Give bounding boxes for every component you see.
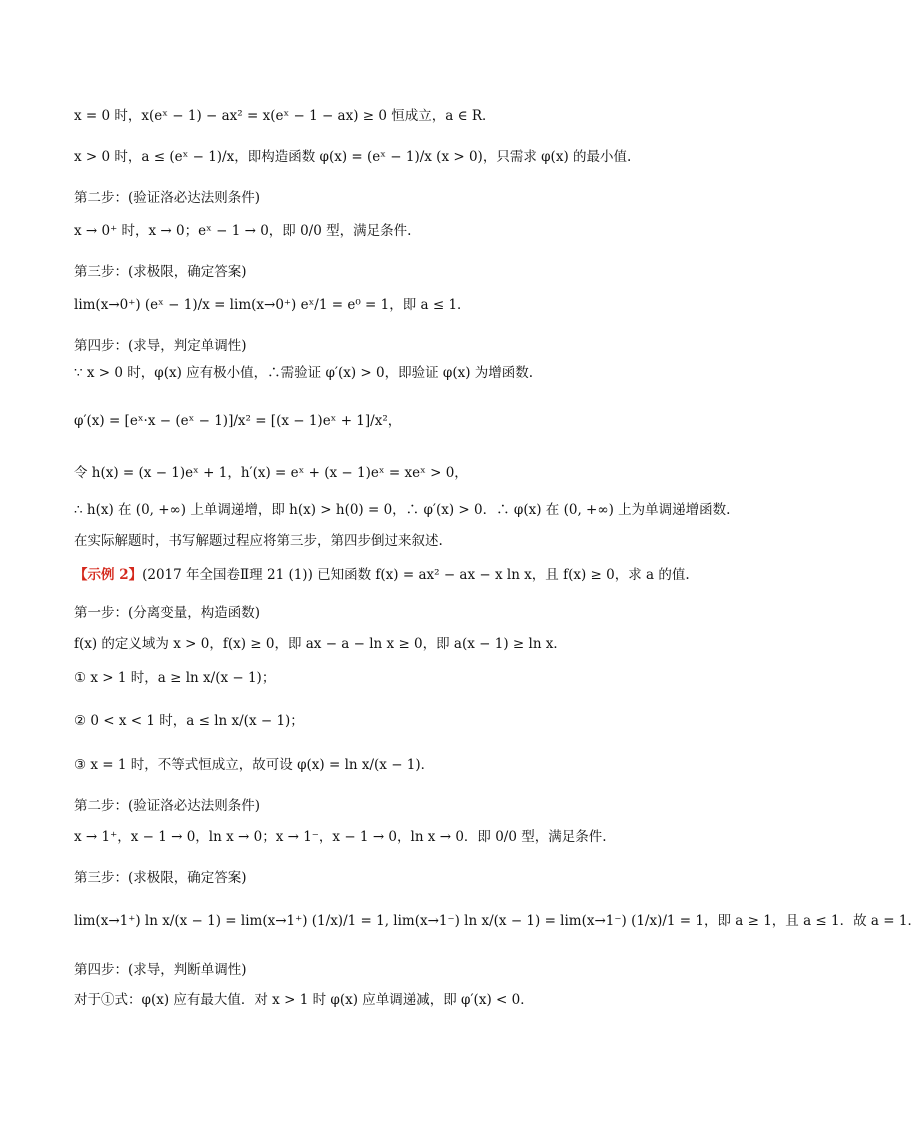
example-2-text: (2017 年全国卷Ⅱ理 21 (1)) 已知函数 f(x) = ax² − ax − x ln x，且 f(x) ≥ 0，求 a 的值. — [142, 567, 690, 583]
text-line: x > 0 时，a ≤ (eˣ − 1)/x，即构造函数 φ(x) = (eˣ − 1)/x (x > 0)，只需求 φ(x) 的最小值. — [74, 149, 632, 165]
example-2-label: 【示例 2】 — [74, 567, 143, 583]
step-heading: 第四步：(求导，判断单调性) — [74, 962, 247, 978]
step-heading: 第三步：(求极限，确定答案) — [74, 264, 247, 280]
step-heading: 第三步：(求极限，确定答案) — [74, 870, 247, 886]
text-line: φ′(x) = [eˣ·x − (eˣ − 1)]/x² = [(x − 1)eˣ + 1]/x²， — [74, 413, 402, 429]
text-line: x → 1⁺，x − 1 → 0，ln x → 0；x → 1⁻，x − 1 → 0，ln x → 0．即 0/0 型，满足条件. — [74, 829, 607, 845]
case-line: ① x > 1 时，a ≥ ln x/(x − 1)； — [74, 670, 276, 686]
text-line: f(x) 的定义域为 x > 0，f(x) ≥ 0，即 ax − a − ln x ≥ 0，即 a(x − 1) ≥ ln x． — [74, 636, 567, 652]
step-heading: 第二步：(验证洛必达法则条件) — [74, 798, 261, 814]
case-line: ③ x = 1 时，不等式恒成立，故可设 φ(x) = ln x/(x − 1)． — [74, 757, 435, 773]
text-line: 令 h(x) = (x − 1)eˣ + 1，h′(x) = eˣ + (x − 1)eˣ = xeˣ > 0， — [74, 465, 468, 481]
case-line: ② 0 < x < 1 时，a ≤ ln x/(x − 1)； — [74, 713, 304, 729]
text-line: lim(x→0⁺) (eˣ − 1)/x = lim(x→0⁺) eˣ/1 = e⁰ = 1，即 a ≤ 1． — [74, 297, 471, 313]
example-2-line — [74, 565, 734, 585]
text-line: 对于①式：φ(x) 应有最大值．对 x > 1 时 φ(x) 应单调递减，即 φ′(x) < 0． — [74, 992, 534, 1008]
text-line: 在实际解题时，书写解题过程应将第三步，第四步倒过来叙述. — [74, 533, 443, 549]
text-line: ∵ x > 0 时，φ(x) 应有极小值，∴需验证 φ′(x) > 0，即验证 φ(x) 为增函数. — [74, 365, 534, 381]
text-line: lim(x→1⁺) ln x/(x − 1) = lim(x→1⁺) (1/x)/1 = 1, lim(x→1⁻) ln x/(x − 1) = lim(x→1⁻) (1/x)/1 = 1，即 a ≥ 1，且 a ≤ 1．故 a = 1． — [74, 913, 921, 929]
step-heading: 第一步：(分离变量，构造函数) — [74, 605, 261, 621]
text-line: x → 0⁺ 时，x → 0；eˣ − 1 → 0，即 0/0 型，满足条件. — [74, 223, 412, 239]
text-line: x = 0 时，x(eˣ − 1) − ax² = x(eˣ − 1 − ax) ≥ 0 恒成立，a ∈ R． — [74, 108, 496, 124]
step-heading: 第二步：(验证洛必达法则条件) — [74, 190, 261, 206]
step-heading: 第四步：(求导，判定单调性) — [74, 338, 247, 354]
text-line: ∴ h(x) 在 (0, +∞) 上单调递增，即 h(x) > h(0) = 0，∴ φ′(x) > 0．∴ φ(x) 在 (0, +∞) 上为单调递增函数. — [74, 502, 731, 518]
